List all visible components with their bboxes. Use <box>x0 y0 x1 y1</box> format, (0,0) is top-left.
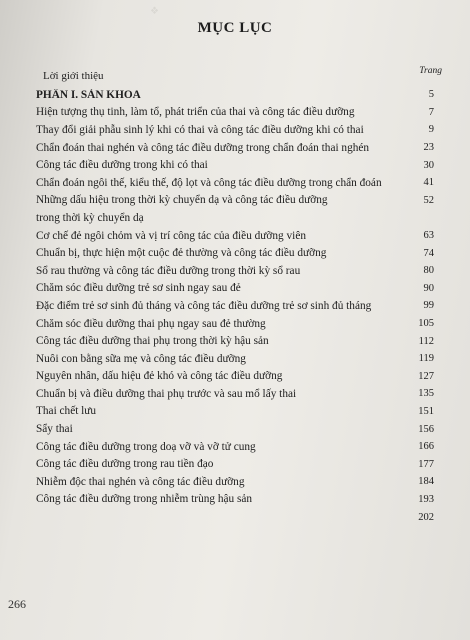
toc-entry-title: Công tác điều dưỡng trong rau tiền đạo <box>36 458 214 471</box>
toc-entry-title: Chăm sóc điều dưỡng trẻ sơ sinh ngay sau đẻ <box>36 282 241 295</box>
toc-entry <box>0 121 470 139</box>
toc-entry <box>0 104 470 122</box>
toc-entry-title: Nguyên nhân, dấu hiệu đẻ khó và công tác điều dưỡng <box>36 370 283 383</box>
toc-entry-page: 99 <box>423 300 434 312</box>
toc-entry-title: Sổ rau thường và công tác điều dưỡng trong thời kỳ sổ rau <box>36 264 301 277</box>
toc-entry <box>0 350 470 368</box>
toc-entry <box>0 332 470 350</box>
toc-entry-title: Chẩn đoán thai nghén và công tác điều dưỡng trong chẩn đoán thai nghén <box>36 141 370 154</box>
toc-entry-page: 30 <box>423 159 434 171</box>
toc-entry <box>0 508 470 526</box>
toc-entry-title: Công tác điều dưỡng thai phụ trong thời kỳ hậu sản <box>36 335 269 348</box>
toc-entry-page: 177 <box>418 458 434 470</box>
toc-entry <box>0 156 470 174</box>
toc-entry-title: Hiện tượng thụ tinh, làm tổ, phát triển của thai và công tác điều dưỡng <box>36 106 355 119</box>
toc-entry <box>0 438 470 456</box>
toc-entry <box>0 280 470 298</box>
toc-entry-title: Công tác điều dưỡng trong nhiễm trùng hậu sản <box>36 493 253 506</box>
toc-entry <box>0 244 470 262</box>
toc-entry-page: 127 <box>418 370 434 382</box>
toc-entry-title: Thai chết lưu <box>36 405 97 418</box>
toc-entry-title: Những dấu hiệu trong thời kỳ chuyển dạ và công tác điều dưỡng <box>36 194 328 207</box>
toc-entry-page: 7 <box>428 106 434 118</box>
intro-entry: Lời giới thiệu <box>43 70 104 82</box>
toc-entry <box>0 227 470 245</box>
toc-entry-page: 112 <box>418 335 434 347</box>
page-title: MỤC LỤC <box>197 20 273 36</box>
toc-entry <box>0 455 470 473</box>
toc-entry-title: Chuẩn bị, thực hiện một cuộc đẻ thường và công tác điều dưỡng <box>36 247 327 260</box>
page-column-header: Trang <box>419 66 442 76</box>
toc-entry-page: 5 <box>428 89 434 101</box>
toc-entry-title: Đặc điểm trẻ sơ sinh đủ tháng và công tác điều dưỡng trẻ sơ sinh đủ tháng <box>36 299 372 312</box>
toc-entry <box>0 86 470 104</box>
toc-entry-page: 9 <box>428 124 434 136</box>
toc-entry-title: Thay đổi giải phẫu sinh lý khi có thai và công tác điều dưỡng khi có thai <box>36 123 364 136</box>
toc-entry <box>0 403 470 421</box>
toc-entry-page: 63 <box>423 230 434 242</box>
intro-row <box>0 66 470 86</box>
toc-entry-title: Nhiễm độc thai nghén và công tác điều dưỡng <box>36 475 245 488</box>
toc-entry-title: Chuẩn bị và điều dưỡng thai phụ trước và sau mổ lấy thai <box>36 387 297 400</box>
toc-entry <box>0 192 470 210</box>
toc-entry-page: 166 <box>418 441 434 453</box>
toc-entry-page: 52 <box>423 194 434 206</box>
toc-entry-title: Nuôi con bằng sữa mẹ và công tác điều dưỡng <box>36 352 246 365</box>
toc-entry-page: 202 <box>418 511 434 523</box>
toc-entry-page: 74 <box>423 247 434 259</box>
toc-entry-page: 41 <box>423 177 434 189</box>
toc-entry-title: Công tác điều dưỡng trong khi có thai <box>36 159 208 172</box>
bleed-through-text: ❖ <box>150 6 159 17</box>
toc-entry-page: 80 <box>423 265 434 277</box>
toc-entry-page: 119 <box>418 353 434 365</box>
toc-entry-title: Chẩn đoán ngôi thế, kiểu thế, độ lọt và công tác điều dưỡng trong chẩn đoán <box>36 176 382 189</box>
toc-entry <box>0 491 470 509</box>
toc-entry <box>0 209 470 227</box>
toc-entry-title: PHẦN I. SẢN KHOA <box>36 88 141 101</box>
toc-entry-page: 135 <box>418 388 434 400</box>
toc-entry-title: Cơ chế đẻ ngôi chỏm và vị trí công tác của điều dưỡng viên <box>36 229 306 242</box>
toc-entry <box>0 420 470 438</box>
toc-entry-title: trong thời kỳ chuyển dạ <box>36 211 144 224</box>
table-of-contents <box>0 86 470 526</box>
toc-entry-page: 156 <box>418 423 434 435</box>
toc-entry <box>0 315 470 333</box>
toc-entry <box>0 385 470 403</box>
toc-entry <box>0 368 470 386</box>
toc-entry <box>0 174 470 192</box>
toc-entry-title: Sẩy thai <box>36 423 73 436</box>
toc-entry-title: Chăm sóc điều dưỡng thai phụ ngay sau đẻ thường <box>36 317 266 330</box>
toc-entry <box>0 262 470 280</box>
toc-entry-page: 105 <box>418 318 434 330</box>
toc-entry-title: Công tác điều dưỡng trong doạ vỡ và vỡ tử cung <box>36 440 256 453</box>
toc-entry <box>0 139 470 157</box>
toc-entry-page: 193 <box>418 493 434 505</box>
page-number: 266 <box>8 597 26 611</box>
toc-entry-page: 90 <box>423 282 434 294</box>
toc-entry-page: 184 <box>418 476 434 488</box>
toc-entry-page: 151 <box>418 405 434 417</box>
toc-entry-page: 23 <box>423 142 434 154</box>
toc-entry <box>0 473 470 491</box>
toc-entry <box>0 297 470 315</box>
